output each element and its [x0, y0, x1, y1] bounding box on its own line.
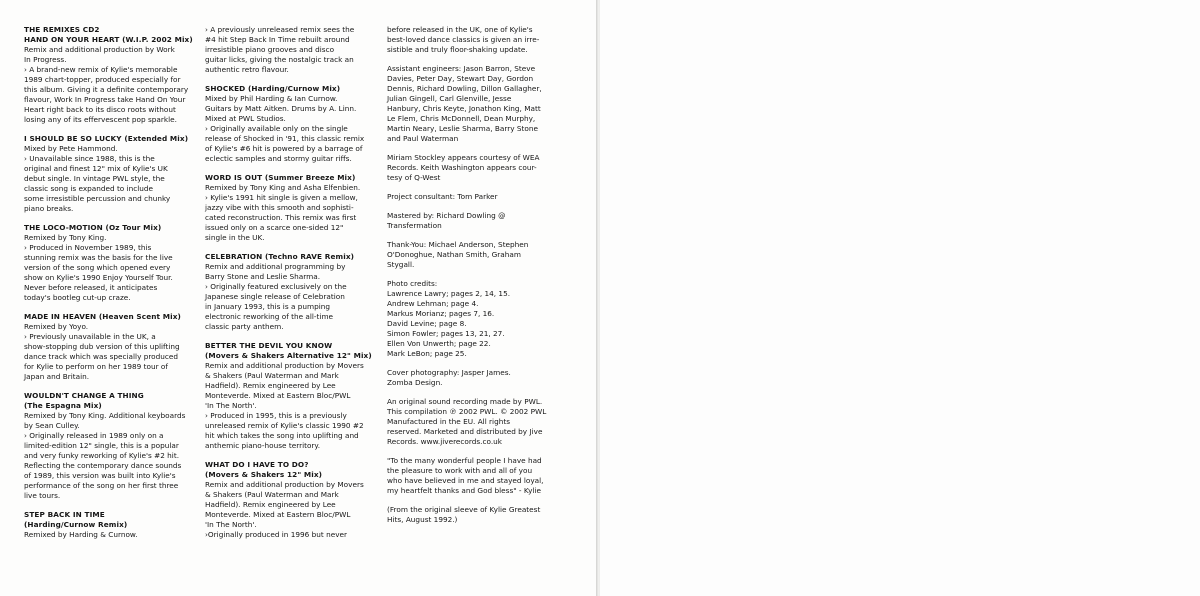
note-line: Mark LeBon; page 25. — [387, 349, 467, 358]
note-line: Remixed by Tony King. Additional keyboards — [24, 411, 186, 420]
note-line: Andrew Lehman; page 4. — [387, 299, 479, 308]
note-line: issued only on a scarce one-sided 12" — [205, 223, 344, 232]
note-line: Project consultant: Tom Parker — [387, 192, 498, 201]
note-line: hit which takes the song into uplifting and — [205, 431, 359, 440]
note-line: Stygall. — [387, 260, 415, 269]
note-line: 1989 chart-topper, produced especially for — [24, 75, 181, 84]
note-line: Manufactured in the EU. All rights — [387, 417, 511, 426]
note-line: limited-edition 12" single, this is a popular — [24, 441, 179, 450]
credits-paragraph — [387, 192, 567, 202]
note-line: Heart right back to its disco roots without — [24, 105, 176, 114]
note-line: Guitars by Matt Aitken. Drums by A. Linn. — [205, 104, 357, 113]
track-heading: (Harding/Curnow Remix) — [24, 520, 128, 529]
track-heading: (Movers & Shakers Alternative 12" Mix) — [205, 351, 372, 360]
note-line: Le Flem, Chris McDonnell, Dean Murphy, — [387, 114, 536, 123]
note-line: Markus Morianz; pages 7, 16. — [387, 309, 495, 318]
credits-paragraph — [387, 240, 567, 270]
credits-paragraph — [387, 456, 567, 496]
liner-notes-page — [0, 0, 598, 596]
photo-page — [600, 0, 1200, 596]
note-line: Remix and additional production by Movers — [205, 480, 364, 489]
note-line: ›Originally produced in 1996 but never — [205, 530, 348, 539]
note-line: › Produced in November 1989, this — [24, 243, 152, 252]
note-line: electronic reworking of the all-time — [205, 312, 334, 321]
note-line: single in the UK. — [205, 233, 265, 242]
track-note — [205, 84, 381, 164]
note-line: flavour, Work In Progress take Hand On Your — [24, 95, 186, 104]
note-line: the pleasure to work with and all of you — [387, 466, 533, 475]
note-line: › Previously unavailable in the UK, a — [24, 332, 156, 341]
track-note — [24, 223, 200, 303]
note-line: who have believed in me and stayed loyal, — [387, 476, 544, 485]
note-line: Assistant engineers: Jason Barron, Steve — [387, 64, 536, 73]
note-line: Barry Stone and Leslie Sharma. — [205, 272, 321, 281]
note-line: piano breaks. — [24, 204, 74, 213]
track-note — [205, 173, 381, 243]
note-line: Remixed by Tony King. — [24, 233, 107, 242]
note-line: & Shakers (Paul Waterman and Mark — [205, 490, 339, 499]
note-line: dance track which was specially produced — [24, 352, 179, 361]
note-line: Monteverde. Mixed at Eastern Bloc/PWL — [205, 391, 351, 400]
track-note — [205, 252, 381, 332]
note-line: Remixed by Harding & Curnow. — [24, 530, 138, 539]
note-line: this album. Giving it a definite contemporary — [24, 85, 189, 94]
track-note — [24, 391, 200, 501]
note-line: for Kylie to perform on her 1989 tour of — [24, 362, 168, 371]
credits-paragraph — [387, 211, 567, 231]
note-line: Japanese single release of Celebration — [205, 292, 345, 301]
track-heading: BETTER THE DEVIL YOU KNOW — [205, 341, 333, 350]
note-line: 'In The North'. — [205, 520, 257, 529]
note-line: › Originally featured exclusively on the — [205, 282, 347, 291]
note-line: Monteverde. Mixed at Eastern Bloc/PWL — [205, 510, 351, 519]
note-line: tesy of Q-West — [387, 173, 441, 182]
track-heading: MADE IN HEAVEN (Heaven Scent Mix) — [24, 312, 181, 321]
track-note — [24, 312, 200, 382]
note-line: unreleased remix of Kylie's classic 1990 #2 — [205, 421, 364, 430]
notes-column-1 — [24, 25, 200, 549]
note-line: release of Shocked in '91, this classic remix — [205, 134, 365, 143]
track-heading: HAND ON YOUR HEART (W.I.P. 2002 Mix) — [24, 35, 193, 44]
note-line: Mixed by Phil Harding & Ian Curnow. — [205, 94, 338, 103]
track-heading: WHAT DO I HAVE TO DO? — [205, 460, 309, 469]
note-line: Zomba Design. — [387, 378, 443, 387]
credits-paragraph — [387, 368, 567, 388]
note-line: Photo credits: — [387, 279, 438, 288]
note-line: best-loved dance classics is given an irre- — [387, 35, 540, 44]
track-heading: SHOCKED (Harding/Curnow Mix) — [205, 84, 341, 93]
note-line: original and finest 12" mix of Kylie's UK — [24, 164, 168, 173]
note-line: "To the many wonderful people I have had — [387, 456, 542, 465]
credits-paragraph — [387, 397, 567, 447]
note-line: › A brand-new remix of Kylie's memorable — [24, 65, 178, 74]
credits-paragraph — [387, 505, 567, 525]
note-line: Ellen Von Unwerth; page 22. — [387, 339, 491, 348]
note-line: 'In The North'. — [205, 401, 257, 410]
note-line: Mixed at PWL Studios. — [205, 114, 286, 123]
note-line: Japan and Britain. — [24, 372, 90, 381]
note-line: Remix and additional production by Work — [24, 45, 175, 54]
credits-paragraph — [387, 153, 567, 183]
note-line: and very funky reworking of Kylie's #2 hit. — [24, 451, 180, 460]
note-line: › Originally available only on the single — [205, 124, 348, 133]
note-line: sistible and truly floor-shaking update. — [387, 45, 528, 54]
note-line: An original sound recording made by PWL. — [387, 397, 543, 406]
note-line: in January 1993, this is a pumping — [205, 302, 331, 311]
track-note — [24, 510, 200, 540]
note-line: Miriam Stockley appears courtesy of WEA — [387, 153, 540, 162]
note-line: and Paul Waterman — [387, 134, 459, 143]
note-line: › Unavailable since 1988, this is the — [24, 154, 155, 163]
note-line: Transfermation — [387, 221, 442, 230]
note-line: show on Kylie's 1990 Enjoy Yourself Tour. — [24, 273, 173, 282]
note-line: some irresistible percussion and chunky — [24, 194, 171, 203]
track-heading: THE LOCO-MOTION (Oz Tour Mix) — [24, 223, 162, 232]
note-line: cated reconstruction. This remix was first — [205, 213, 357, 222]
track-note — [24, 25, 200, 125]
note-line: (From the original sleeve of Kylie Greatest — [387, 505, 541, 514]
note-line: classic song is expanded to include — [24, 184, 154, 193]
note-line: Julian Gingell, Carl Glenville, Jesse — [387, 94, 512, 103]
credits-paragraph — [387, 64, 567, 144]
track-heading: WOULDN'T CHANGE A THING — [24, 391, 144, 400]
note-line: & Shakers (Paul Waterman and Mark — [205, 371, 339, 380]
credits-paragraph — [205, 25, 381, 75]
note-line: Dennis, Richard Dowling, Dillon Gallagher, — [387, 84, 542, 93]
note-line: Hadfield). Remix engineered by Lee — [205, 500, 336, 509]
note-line: David Levine; page 8. — [387, 319, 467, 328]
track-note — [205, 460, 381, 540]
note-line: debut single. In vintage PWL style, the — [24, 174, 165, 183]
notes-column-2 — [205, 25, 381, 549]
note-line: Never before released, it anticipates — [24, 283, 158, 292]
note-line: Mastered by: Richard Dowling @ — [387, 211, 506, 220]
note-line: irresistible piano grooves and disco — [205, 45, 335, 54]
note-line: › A previously unreleased remix sees the — [205, 25, 355, 34]
track-heading: THE REMIXES CD2 — [24, 25, 100, 34]
note-line: Thank-You: Michael Anderson, Stephen — [387, 240, 529, 249]
notes-column-3 — [387, 25, 567, 534]
note-line: by Sean Culley. — [24, 421, 80, 430]
note-line: Simon Fowler; pages 13, 21, 27. — [387, 329, 505, 338]
note-line: Hits, August 1992.) — [387, 515, 458, 524]
note-line: Mixed by Pete Hammond. — [24, 144, 118, 153]
note-line: Remix and additional production by Movers — [205, 361, 364, 370]
note-line: Martin Neary, Leslie Sharma, Barry Stone — [387, 124, 538, 133]
note-line: Davies, Peter Day, Stewart Day, Gordon — [387, 74, 534, 83]
note-line: In Progress. — [24, 55, 67, 64]
track-note — [24, 134, 200, 214]
note-line: of Kylie's #6 hit is powered by a barrage of — [205, 144, 363, 153]
credits-paragraph — [387, 25, 567, 55]
note-line: classic party anthem. — [205, 322, 284, 331]
note-line: anthemic piano-house territory. — [205, 441, 321, 450]
note-line: live tours. — [24, 491, 61, 500]
note-line: #4 hit Step Back In Time rebuilt around — [205, 35, 350, 44]
note-line: authentic retro flavour. — [205, 65, 289, 74]
track-heading: (Movers & Shakers 12" Mix) — [205, 470, 323, 479]
note-line: jazzy vibe with this smooth and sophisti- — [205, 203, 354, 212]
track-heading: CELEBRATION (Techno RAVE Remix) — [205, 252, 355, 261]
track-heading: I SHOULD BE SO LUCKY (Extended Mix) — [24, 134, 189, 143]
note-line: Cover photography: Jasper James. — [387, 368, 511, 377]
note-line: Hadfield). Remix engineered by Lee — [205, 381, 336, 390]
note-line: guitar licks, giving the nostalgic track an — [205, 55, 354, 64]
note-line: eclectic samples and stormy guitar riffs. — [205, 154, 352, 163]
note-line: before released in the UK, one of Kylie's — [387, 25, 533, 34]
note-line: Records. Keith Washington appears cour- — [387, 163, 537, 172]
note-line: reserved. Marketed and distributed by Jive — [387, 427, 543, 436]
note-line: version of the song which opened every — [24, 263, 171, 272]
note-line: Reflecting the contemporary dance sounds — [24, 461, 182, 470]
track-heading: WORD IS OUT (Summer Breeze Mix) — [205, 173, 356, 182]
note-line: Hanbury, Chris Keyte, Jonathon King, Matt — [387, 104, 541, 113]
note-line: › Originally released in 1989 only on a — [24, 431, 164, 440]
note-line: losing any of its effervescent pop sparkle. — [24, 115, 177, 124]
note-line: Remixed by Yoyo. — [24, 322, 89, 331]
note-line: › Kylie's 1991 hit single is given a mellow, — [205, 193, 358, 202]
note-line: my heartfelt thanks and God bless" - Kylie — [387, 486, 542, 495]
note-line: Remix and additional programming by — [205, 262, 346, 271]
note-line: today's bootleg cut-up craze. — [24, 293, 131, 302]
track-note — [205, 341, 381, 451]
note-line: performance of the song on her first three — [24, 481, 179, 490]
note-line: Lawrence Lawry; pages 2, 14, 15. — [387, 289, 511, 298]
note-line: Remixed by Tony King and Asha Elfenbien. — [205, 183, 361, 192]
note-line: stunning remix was the basis for the live — [24, 253, 173, 262]
note-line: of 1989, this version was built into Kylie's — [24, 471, 176, 480]
track-heading: STEP BACK IN TIME — [24, 510, 105, 519]
note-line: O'Donoghue, Nathan Smith, Graham — [387, 250, 521, 259]
note-line: Records. www.jiverecords.co.uk — [387, 437, 503, 446]
track-heading: (The Espagna Mix) — [24, 401, 102, 410]
note-line: This compilation ℗ 2002 PWL. © 2002 PWL — [387, 407, 547, 416]
note-line: show-stopping dub version of this uplifting — [24, 342, 180, 351]
note-line: › Produced in 1995, this is a previously — [205, 411, 347, 420]
credits-paragraph — [387, 279, 567, 359]
